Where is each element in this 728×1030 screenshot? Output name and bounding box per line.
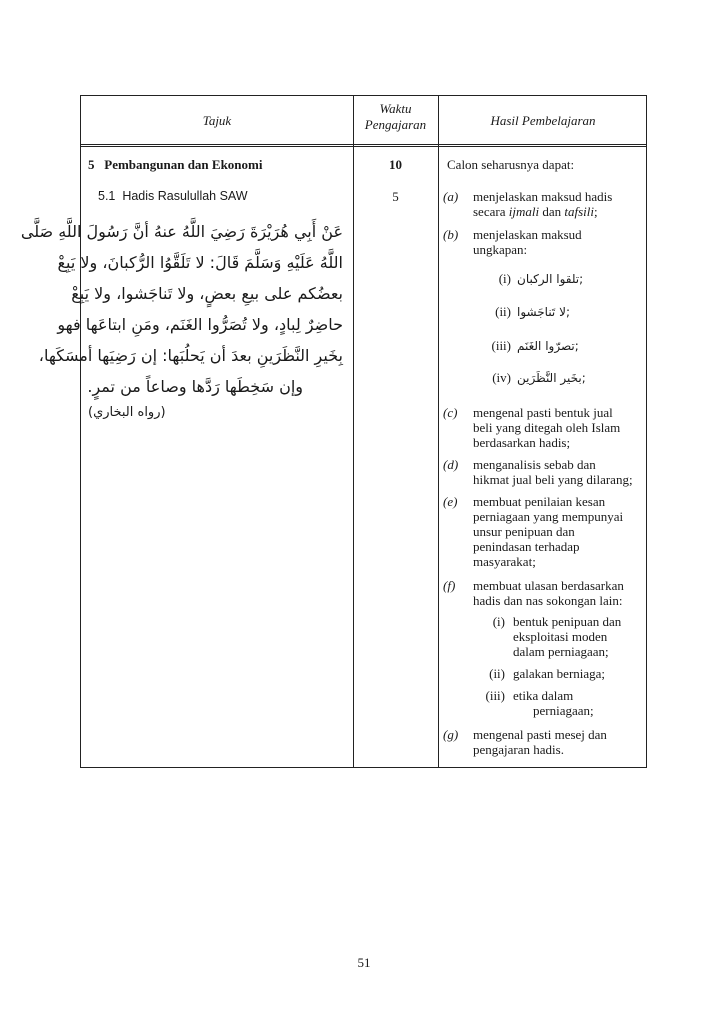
outcome-b-line: menjelaskan maksud [473, 227, 582, 242]
outcome-b-text [473, 227, 645, 257]
sub-item-number: (ii) [489, 666, 505, 681]
phrase-number: (iv) [492, 370, 511, 385]
hadith-line: بعضُكم على بيعِ بعضٍ، ولا تَناجَشوا، ولا يَبِعْ [71, 284, 343, 303]
outcome-a-text [473, 189, 645, 219]
outcome-f-text [473, 578, 645, 608]
header-waktu [353, 101, 438, 133]
subsection-hours: 5 [392, 189, 399, 204]
column-divider [438, 96, 439, 767]
sub-item-text [513, 666, 653, 681]
outcome-e-label: (e) [443, 494, 458, 509]
outcome-b-line: ungkapan: [473, 242, 528, 257]
header-waktu-line2: Pengajaran [364, 117, 427, 132]
outcome-e-text [473, 494, 645, 569]
outcome-a-text-part: ; [593, 204, 598, 219]
outcome-e-line: perniagaan yang mempunyai [473, 509, 624, 524]
header-divider [81, 144, 646, 147]
sub-item-line: perniagaan; [533, 703, 594, 718]
outcome-g-text [473, 727, 645, 757]
outcome-c-line: mengenal pasti bentuk jual [473, 405, 613, 420]
outcome-d-line: hikmat jual beli yang dilarang; [473, 472, 633, 487]
hadith-line: بِخَيرِ النَّظَرَينِ بعدَ أن يَحلُبَها: إن رَضِيَها أمسَكَها، [38, 346, 343, 365]
outcome-d-text [473, 457, 645, 487]
outcome-c-line: berdasarkan hadis; [473, 435, 571, 450]
sub-item [475, 688, 645, 722]
phrase-arabic: بخَير النَّظَرَين; [517, 371, 586, 385]
sub-item-line: dalam perniagaan; [513, 644, 609, 659]
phrase-number: (iii) [491, 338, 511, 353]
phrase-number: (i) [498, 271, 511, 286]
outcome-g-label: (g) [443, 727, 459, 742]
hadith-line: اللَّهُ عَلَيْهِ وَسَلَّمَ قَالَ: لا تَلَقَّوُا الرُّكبانَ، ولا يَبِعْ [57, 253, 343, 272]
sub-item-line: eksploitasi moden [513, 629, 608, 644]
sub-item-number: (iii) [485, 688, 505, 703]
page-number: 51 [357, 955, 371, 970]
header-hasil: Hasil Pembelajaran [490, 113, 596, 128]
outcome-a-line: menjelaskan maksud hadis [473, 189, 613, 204]
sub-item-text [513, 688, 653, 718]
hadith-line: وإن سَخِطَها رَدَّها وصاعاً من تمرٍ. [87, 377, 303, 396]
outcome-a-text-part: dan [539, 204, 565, 219]
sub-item-text [513, 614, 653, 659]
hadith-line: عَنْ أَبِي هُرَيْرَةَ رَضِيَ اللَّهُ عنهُ أنَّ رَسُولَ اللَّهِ صَلَّى [20, 222, 343, 241]
phrase-number: (ii) [495, 304, 511, 319]
outcome-g-line: pengajaran hadis. [473, 742, 564, 757]
outcome-a-term: ijmali [508, 204, 540, 219]
outcome-f-line: membuat ulasan berdasarkan [473, 578, 624, 593]
section-hours: 10 [389, 157, 402, 172]
section-title: 5 Pembangunan dan Ekonomi [88, 157, 263, 172]
outcome-c-text [473, 405, 645, 450]
outcome-e-line: masyarakat; [473, 554, 536, 569]
phrase-item [483, 338, 579, 354]
outcome-d-line: menganalisis sebab dan [473, 457, 596, 472]
phrase-arabic: تصرّوا الغَنَم; [517, 339, 579, 353]
outcome-b-label: (b) [443, 227, 459, 242]
outcome-a-line [473, 204, 645, 219]
subsection-title: 5.1 Hadis Rasulullah SAW [98, 189, 248, 203]
outcome-e-line: membuat penilaian kesan [473, 494, 606, 509]
sub-item [475, 614, 645, 664]
outcome-a-label: (a) [443, 189, 459, 204]
outcome-d-label: (d) [443, 457, 459, 472]
sub-item-line: galakan berniaga; [513, 666, 606, 681]
phrase-arabic: لا تَناجَشوا; [517, 305, 570, 319]
outcome-f-line: hadis dan nas sokongan lain: [473, 593, 623, 608]
hadith-text [20, 216, 343, 402]
outcome-g-line: mengenal pasti mesej dan [473, 727, 607, 742]
outcomes-intro: Calon seharusnya dapat: [447, 157, 575, 172]
phrase-item [483, 271, 583, 287]
header-tajuk: Tajuk [202, 113, 232, 128]
sub-item-line: etika dalam [513, 688, 574, 703]
sub-item-number: (i) [492, 614, 505, 629]
syllabus-table [20, 95, 647, 768]
outcome-a-text-part: secara [473, 204, 509, 219]
outcome-e-line: unsur penipuan dan [473, 524, 575, 539]
outcome-c-label: (c) [443, 405, 458, 420]
outcome-f-label: (f) [443, 578, 456, 593]
outcome-e-line: penindasan terhadap [473, 539, 580, 554]
phrase-item [483, 304, 570, 320]
header-waktu-line1: Waktu [379, 101, 412, 116]
sub-item [475, 666, 645, 684]
hadith-narrator: (رواه البخاري) [88, 405, 166, 420]
outcome-c-line: beli yang ditegah oleh Islam [473, 420, 621, 435]
phrase-item [483, 370, 586, 386]
hadith-line: حاضِرٌ لِبادٍ، ولا تُصَرُّوا الغَنَم، ومَنِ ابتاعَها فهو [57, 315, 343, 334]
phrase-arabic: تلقوا الركبان; [517, 272, 584, 286]
sub-item-line: bentuk penipuan dan [513, 614, 622, 629]
outcome-a-term: tafsili [564, 204, 594, 219]
